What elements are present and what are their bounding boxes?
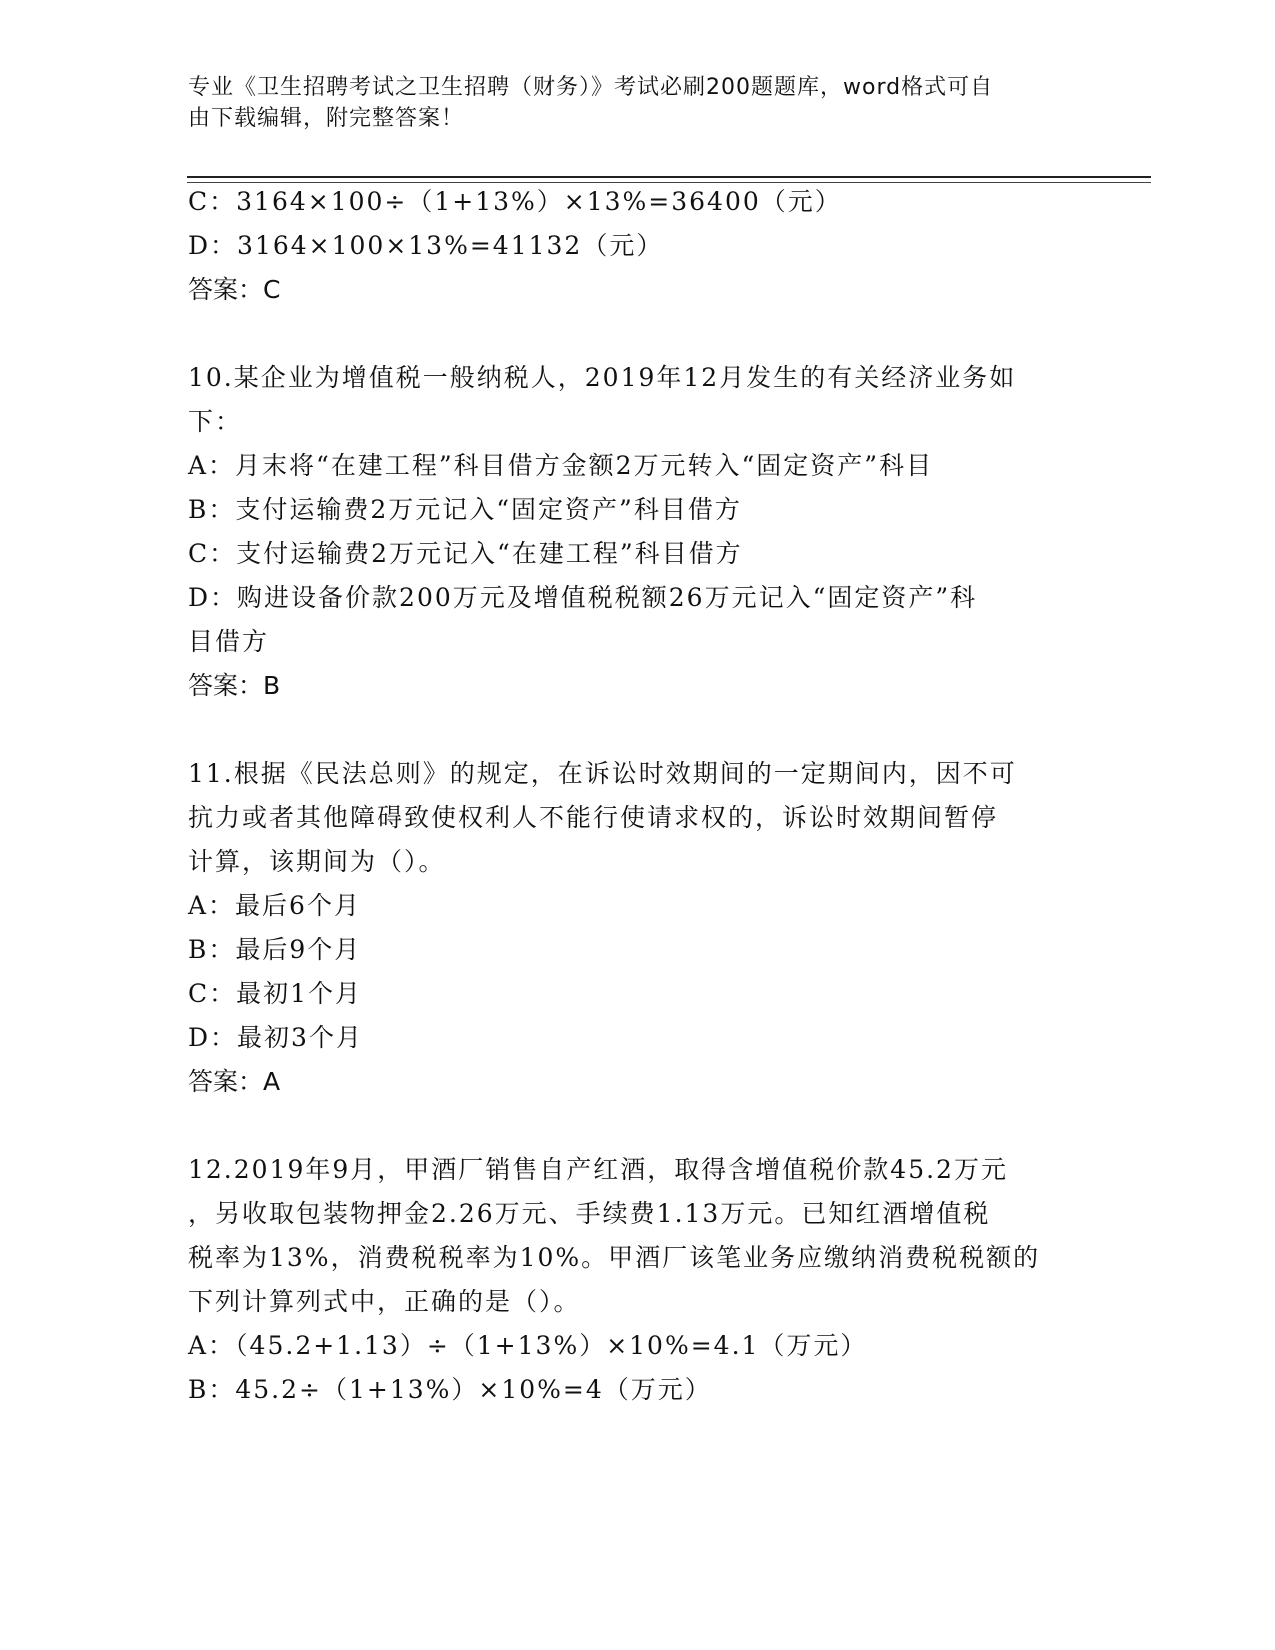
q12-stem-line-2: ，另收取包装物押金2.26万元、手续费1.13万元。已知红酒增值税 — [188, 1199, 991, 1228]
q12-option-a: A：（45.2+1.13）÷（1+13%）×10%=4.1（万元） — [188, 1331, 868, 1360]
q9-answer: 答案：C — [188, 275, 281, 304]
q9-option-d: D：3164×100×13%=41132（元） — [188, 231, 664, 260]
q11-option-c: C：最初1个月 — [188, 979, 363, 1008]
q12-stem-line-1: 12.2019年9月，甲酒厂销售自产红酒，取得含增值税价款45.2万元 — [188, 1155, 1008, 1184]
header-divider-thick — [187, 176, 1151, 178]
q12-stem-line-3: 税率为13%，消费税税率为10%。甲酒厂该笔业务应缴纳消费税税额的 — [188, 1243, 1041, 1272]
header-divider-thin — [187, 182, 1151, 183]
document-header — [188, 72, 1068, 134]
q11-option-b: B：最后9个月 — [188, 935, 362, 964]
q11-stem-line-3: 计算，该期间为（）。 — [188, 847, 446, 876]
q10-option-a: A：月末将“在建工程”科目借方金额2万元转入“固定资产”科目 — [188, 451, 934, 480]
q10-option-d-line-2: 目借方 — [188, 627, 270, 656]
q12-option-b: B：45.2÷（1+13%）×10%=4（万元） — [188, 1375, 712, 1404]
q11-stem-line-2: 抗力或者其他障碍致使权利人不能行使请求权的，诉讼时效期间暂停 — [188, 803, 999, 832]
q10-option-b: B：支付运输费2万元记入“固定资产”科目借方 — [188, 495, 742, 524]
q10-stem-line-2: 下： — [188, 407, 243, 436]
q9-option-c: C：3164×100÷（1+13%）×13%=36400（元） — [188, 187, 842, 216]
q11-option-a: A：最后6个月 — [188, 891, 361, 920]
q10-option-d-line-1: D：购进设备价款200万元及增值税税额26万元记入“固定资产”科 — [188, 583, 978, 612]
q11-option-d: D：最初3个月 — [188, 1023, 363, 1052]
q12-stem-line-4: 下列计算列式中，正确的是（）。 — [188, 1287, 581, 1316]
q10-option-c: C：支付运输费2万元记入“在建工程”科目借方 — [188, 539, 743, 568]
header-title-line-1: 专业《卫生招聘考试之卫生招聘（财务）》考试必刷200题题库，word格式可自 — [188, 75, 994, 100]
q10-answer: 答案：B — [188, 671, 281, 700]
header-title-line-2: 由下载编辑，附完整答案！ — [188, 106, 465, 131]
q10-stem-line-1: 10.某企业为增值税一般纳税人，2019年12月发生的有关经济业务如 — [188, 363, 1017, 392]
q11-stem-line-1: 11.根据《民法总则》的规定，在诉讼时效期间的一定期间内，因不可 — [188, 759, 1017, 788]
q11-answer: 答案：A — [188, 1067, 281, 1096]
